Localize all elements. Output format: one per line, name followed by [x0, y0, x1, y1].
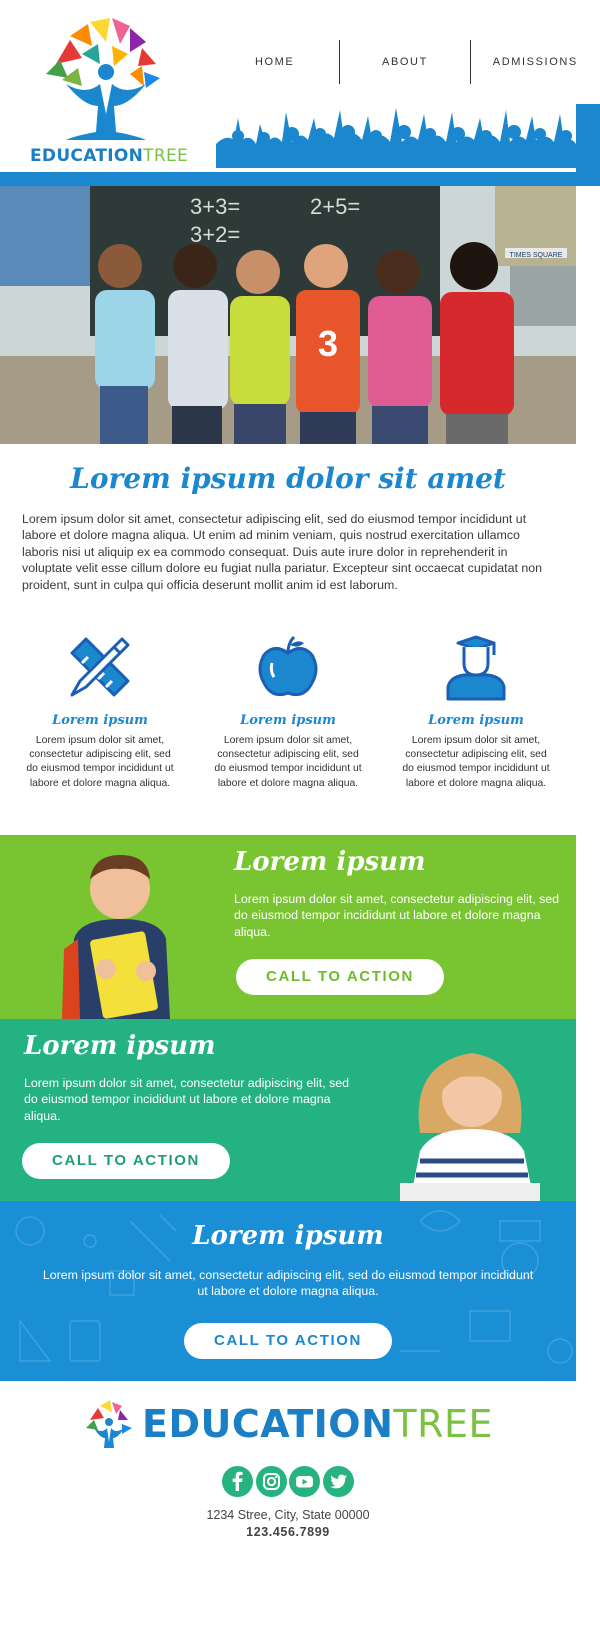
footer-brand-part1: EDUCATION: [142, 1402, 394, 1446]
brand-name-part2: TREE: [143, 146, 189, 166]
section-text: Lorem ipsum dolor sit amet, consectetur adipiscing elit, sed do eiusmod tempor incididunt ut labore et dolore magna aliqua.: [24, 1076, 350, 1123]
cta-button[interactable]: CALL TO ACTION: [22, 1143, 230, 1179]
hero-sign-text: TIMES SQUARE: [509, 252, 563, 259]
feature-title: Lorem ipsum: [240, 713, 336, 728]
nav-admissions[interactable]: ADMISSIONS: [492, 56, 578, 68]
tree-logo-icon[interactable]: [26, 14, 189, 166]
nav-home[interactable]: HOME: [210, 40, 340, 84]
footer-brand-name: [142, 1402, 493, 1446]
youtube-icon[interactable]: [289, 1466, 320, 1497]
chalk-equation-2: 2+5=: [310, 194, 361, 219]
instagram-icon[interactable]: [256, 1466, 287, 1497]
feature-title: Lorem ipsum: [428, 713, 524, 728]
promo-section-blue: [0, 1201, 576, 1381]
girl-reading-image: [380, 1033, 556, 1201]
footer-brand-part2: TREE: [393, 1402, 494, 1446]
section-text: Lorem ipsum dolor sit amet, consectetur adipiscing elit, sed do eiusmod tempor incididunt ut labore et dolore magna aliqua.: [234, 892, 560, 939]
feature-item: [382, 633, 570, 813]
feature-text: Lorem ipsum dolor sit amet, consectetur adipiscing elit, sed do eiusmod tempor incididunt ut labore et dolore magna aliqua.: [214, 735, 362, 789]
cta-button[interactable]: CALL TO ACTION: [236, 959, 444, 995]
social-links: [222, 1466, 354, 1498]
section-title: Lorem ipsum: [234, 847, 426, 877]
email-header: [0, 0, 600, 172]
section-title: Lorem ipsum: [24, 1031, 216, 1061]
pencil-ruler-icon: [66, 633, 134, 701]
chalk-equation-1: 3+3=: [190, 194, 241, 219]
intro-paragraph: Lorem ipsum dolor sit amet, consectetur adipiscing elit, sed do eiusmod tempor incididunt ut labore et dolore magna aliqua. Ut enim ad minim veniam, quis nostrud exercitation ullamco laboris nisi ut aliquip ex ea commodo consequat. Duis aute irure dolor in reprehenderit in voluptate velit esse cillum dolore eu fugiat nulla pariatur. Excepteur sint occaecat cupidatat non proident, sunt in culpa qui officia deserunt mollit anim id est laborum.: [22, 512, 543, 592]
twitter-icon[interactable]: [323, 1466, 354, 1497]
main-nav: [210, 40, 600, 84]
header-right-band: [576, 104, 600, 186]
feature-row: [6, 633, 570, 813]
feature-item: [194, 633, 382, 813]
cta-button[interactable]: CALL TO ACTION: [184, 1323, 392, 1359]
footer-tree-logo-icon[interactable]: [82, 1398, 136, 1452]
brand-name: [30, 146, 188, 166]
facebook-icon[interactable]: [222, 1466, 253, 1497]
footer-phone[interactable]: 123.456.7899: [246, 1525, 330, 1539]
apple-icon: [254, 633, 322, 701]
hero-image-children: [0, 186, 576, 444]
chalk-equation-3: 3+2=: [190, 222, 241, 247]
feature-text: Lorem ipsum dolor sit amet, consectetur adipiscing elit, sed do eiusmod tempor incididunt ut labore et dolore magna aliqua.: [26, 735, 174, 789]
nav-about[interactable]: ABOUT: [340, 40, 470, 84]
promo-section-teal: [0, 1019, 576, 1201]
footer-address: 1234 Stree, City, State 00000: [206, 1508, 370, 1522]
brand-name-part1: EDUCATION: [30, 146, 144, 166]
feature-title: Lorem ipsum: [52, 713, 148, 728]
hero-shirt-number: 3: [317, 323, 339, 364]
promo-section-green: [0, 835, 576, 1019]
cheering-crowd-silhouette: [216, 104, 576, 168]
feature-text: Lorem ipsum dolor sit amet, consectetur adipiscing elit, sed do eiusmod tempor incididunt ut labore et dolore magna aliqua.: [402, 735, 550, 789]
section-text: Lorem ipsum dolor sit amet, consectetur adipiscing elit, sed do eiusmod tempor incididunt ut labore et dolore magna aliqua.: [42, 1268, 534, 1299]
graduate-icon: [442, 633, 510, 701]
page-title: Lorem ipsum dolor sit amet: [70, 462, 506, 495]
feature-item: [6, 633, 194, 813]
boy-with-book-image: [50, 849, 190, 1019]
section-title: Lorem ipsum: [192, 1221, 384, 1251]
header-divider-band: [0, 172, 600, 186]
